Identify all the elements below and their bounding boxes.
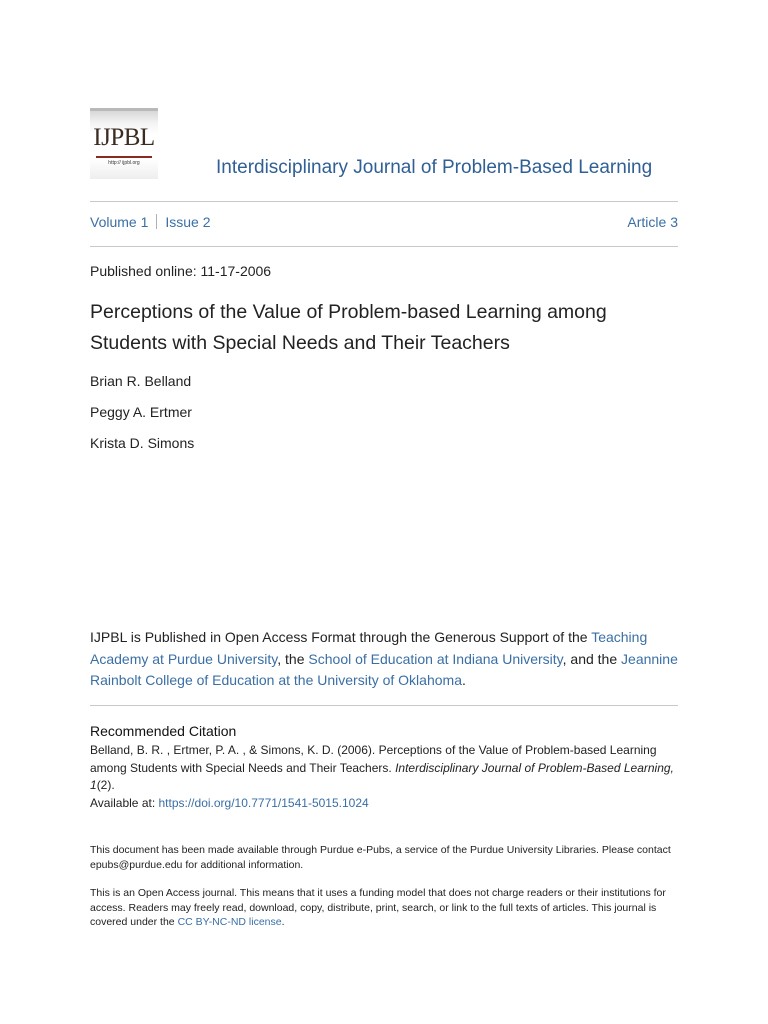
citation-journal: Interdisciplinary Journal of Problem-Based Learning, 1 — [90, 760, 674, 792]
epubs-notice: This document has been made available through Purdue e-Pubs, a service of the Purdue University Libraries. Please contact epubs@purdue.edu for additional information. — [90, 844, 671, 871]
doi-link[interactable]: https://doi.org/10.7771/1541-5015.1024 — [158, 795, 369, 810]
article-link[interactable]: Article 3 — [627, 214, 678, 230]
journal-title-link[interactable]: Interdisciplinary Journal of Problem-Based Learning — [216, 157, 653, 178]
header-divider — [90, 201, 678, 202]
support-text: . — [461, 672, 466, 688]
citation-heading: Recommended Citation — [90, 723, 237, 739]
recommended-citation — [90, 742, 680, 812]
journal-logo — [90, 108, 158, 179]
author-name: Krista D. Simons — [90, 435, 195, 451]
author-name: Peggy A. Ertmer — [90, 404, 192, 420]
support-statement — [90, 627, 680, 692]
article-title: Perceptions of the Value of Problem-based Learning among Students with Special Needs and Their Teachers — [90, 301, 607, 354]
citation-divider — [90, 705, 678, 706]
available-at-label: Available at: — [90, 795, 159, 810]
open-access-text: This is an Open Access journal. This means that it uses a funding model that does not charge readers or their institutions for access. Readers may freely read, download, copy, distribute, print, search, or link to the full texts of articles. This journal is covered under the — [90, 887, 666, 928]
volume-link[interactable]: Volume 1 — [90, 214, 149, 230]
author-name: Brian R. Belland — [90, 373, 192, 389]
support-text: IJPBL is Published in Open Access Format through the Generous Support of the — [90, 629, 592, 645]
open-access-suffix: . — [281, 916, 285, 928]
support-text: , the — [277, 650, 309, 667]
nav-separator — [156, 214, 157, 229]
logo-text: IJPBL — [93, 124, 155, 151]
logo-url: http:// ijpbl.org — [108, 160, 140, 166]
citation-issue: (2). — [96, 778, 115, 792]
open-access-notice — [90, 886, 680, 930]
citation-text: Belland, B. R. , Ertmer, P. A. , & Simons, K. D. (2006). Perceptions of the Value of Problem-based Learning among Students with Special Needs and Their Teachers. — [90, 743, 657, 775]
issue-nav — [90, 214, 211, 230]
license-link[interactable]: CC BY-NC-ND license — [177, 916, 282, 928]
issue-link[interactable]: Issue 2 — [165, 214, 211, 230]
indiana-education-link[interactable]: School of Education at Indiana University — [308, 650, 563, 667]
oklahoma-education-link[interactable]: Jeannine Rainbolt College of Education at the University of Oklahoma — [90, 650, 678, 688]
teaching-academy-link[interactable]: Teaching Academy at Purdue University — [90, 629, 648, 667]
support-text: , and the — [562, 650, 622, 667]
published-date: Published online: 11-17-2006 — [90, 263, 272, 279]
logo-rule — [96, 156, 152, 158]
nav-divider — [90, 246, 678, 247]
